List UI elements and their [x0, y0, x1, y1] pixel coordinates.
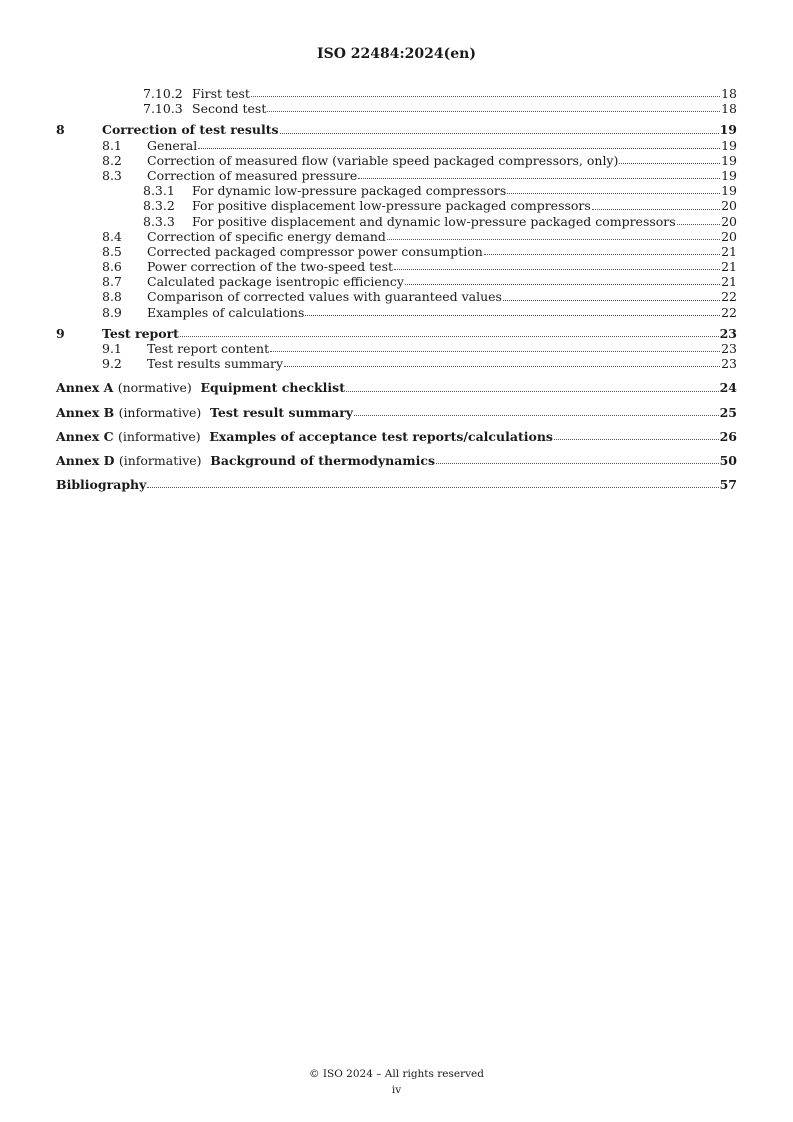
toc-number: 9.2 — [102, 356, 122, 372]
toc-title: Test report — [102, 325, 179, 341]
dot-leader — [677, 223, 720, 225]
toc-title: For positive displacement and dynamic low-pressure packaged compressors — [192, 213, 676, 229]
toc-title: Power correction of the two-speed test — [147, 259, 394, 275]
toc-entry-annex-d[interactable] — [56, 453, 737, 468]
toc-title: Test result summary — [210, 404, 354, 420]
toc-page: 19 — [721, 137, 737, 153]
annex-type: (normative) — [117, 380, 192, 396]
toc-title: General — [147, 137, 198, 153]
toc-number: 8 — [56, 122, 65, 138]
annex-type: (informative) — [118, 404, 202, 420]
toc-page: 20 — [721, 228, 737, 244]
dot-leader — [180, 335, 719, 337]
dot-leader — [198, 147, 720, 149]
table-of-contents — [56, 86, 737, 492]
toc-title: Test report content — [147, 341, 270, 356]
annex-type: (informative) — [118, 452, 202, 468]
toc-entry-8-3[interactable] — [56, 168, 737, 183]
annex-label: Annex A — [56, 380, 114, 396]
toc-entry-8-3-1[interactable] — [56, 183, 737, 198]
toc-title: Second test — [192, 101, 267, 117]
toc-entry-8-3-3[interactable] — [56, 214, 737, 229]
dot-leader — [394, 268, 720, 270]
toc-title: Corrected packaged compressor power consumption — [147, 243, 483, 259]
page-number: iv — [391, 1084, 402, 1096]
toc-page: 19 — [719, 122, 737, 138]
toc-number: 8.4 — [102, 228, 122, 244]
toc-title: Background of thermodynamics — [210, 452, 435, 468]
annex-label: Annex D — [56, 452, 115, 468]
dot-leader — [387, 238, 720, 240]
toc-page: 20 — [721, 213, 737, 229]
toc-page: 24 — [719, 380, 737, 396]
toc-entry-8-2[interactable] — [56, 153, 737, 168]
toc-page: 19 — [721, 167, 737, 183]
toc-page: 23 — [721, 341, 737, 356]
copyright-notice: © ISO 2024 – All rights reserved — [309, 1068, 484, 1080]
toc-number: 8.5 — [102, 243, 122, 259]
dot-leader — [619, 162, 720, 164]
toc-title: Correction of measured flow (variable speed packaged compressors, only) — [147, 152, 619, 168]
annex-label: Annex C — [56, 428, 114, 444]
toc-entry-7-10-3[interactable] — [56, 101, 737, 116]
toc-number: 7.10.3 — [143, 101, 183, 117]
toc-title: For positive displacement low-pressure packaged compressors — [192, 198, 591, 214]
annex-type: (informative) — [117, 428, 201, 444]
toc-page: 19 — [721, 183, 737, 199]
toc-page: 21 — [721, 259, 737, 275]
toc-page: 22 — [721, 304, 737, 320]
toc-number: 8.3.3 — [143, 213, 175, 229]
dot-leader — [592, 208, 720, 210]
toc-entry-annex-a[interactable] — [56, 380, 737, 395]
dot-leader — [267, 110, 720, 112]
toc-entry-9-1[interactable] — [56, 341, 737, 356]
toc-entry-8-9[interactable] — [56, 305, 737, 320]
dot-leader — [270, 350, 720, 352]
toc-entry-8-8[interactable] — [56, 289, 737, 304]
toc-entry-8-5[interactable] — [56, 244, 737, 259]
toc-page: 21 — [721, 243, 737, 259]
toc-title: Correction of test results — [102, 122, 279, 138]
toc-title: Examples of calculations — [147, 304, 305, 320]
toc-entry-9[interactable] — [56, 326, 737, 341]
toc-number: 8.3.1 — [143, 183, 175, 199]
toc-page: 20 — [721, 198, 737, 214]
dot-leader — [436, 462, 719, 464]
dot-leader — [284, 365, 720, 367]
toc-page: 25 — [719, 404, 737, 420]
toc-number: 8.3 — [102, 167, 122, 183]
toc-number: 8.7 — [102, 274, 122, 290]
toc-entry-8-4[interactable] — [56, 229, 737, 244]
toc-number: 8.1 — [102, 137, 122, 153]
toc-number: 8.9 — [102, 304, 122, 320]
dot-leader — [251, 95, 720, 97]
dot-leader — [280, 132, 719, 134]
toc-entry-bibliography[interactable] — [56, 477, 737, 492]
toc-number: 8.6 — [102, 259, 122, 275]
toc-page: 57 — [719, 477, 737, 493]
toc-entry-7-10-2[interactable] — [56, 86, 737, 101]
toc-number: 8.8 — [102, 289, 122, 305]
toc-page: 50 — [719, 452, 737, 468]
dot-leader — [346, 390, 719, 392]
toc-entry-9-2[interactable] — [56, 356, 737, 371]
toc-page: 18 — [721, 86, 737, 101]
toc-entry-8-1[interactable] — [56, 138, 737, 153]
dot-leader — [503, 299, 720, 301]
document-header: ISO 22484:2024(en) — [317, 46, 476, 62]
toc-page: 23 — [719, 325, 737, 341]
toc-page: 21 — [721, 274, 737, 290]
dot-leader — [305, 314, 720, 316]
toc-entry-8-7[interactable] — [56, 274, 737, 289]
dot-leader — [405, 283, 720, 285]
annex-label: Annex B — [56, 404, 115, 420]
dot-leader — [354, 414, 719, 416]
toc-entry-8-6[interactable] — [56, 259, 737, 274]
toc-title: Correction of specific energy demand — [147, 228, 386, 244]
toc-page: 19 — [721, 152, 737, 168]
dot-leader — [507, 192, 720, 194]
toc-title: First test — [192, 86, 250, 101]
toc-page: 23 — [721, 356, 737, 372]
dot-leader — [484, 253, 720, 255]
toc-page: 18 — [721, 101, 737, 117]
toc-page: 26 — [719, 428, 737, 444]
toc-entry-annex-b[interactable] — [56, 405, 737, 420]
dot-leader — [554, 438, 719, 440]
dot-leader — [358, 177, 720, 179]
toc-title: Bibliography — [56, 477, 147, 493]
toc-number: 9 — [56, 325, 65, 341]
toc-title: Calculated package isentropic efficiency — [147, 274, 404, 290]
toc-number: 8.2 — [102, 152, 122, 168]
toc-number: 8.3.2 — [143, 198, 175, 214]
toc-page: 22 — [721, 289, 737, 305]
page-footer — [0, 1066, 793, 1098]
toc-title: Comparison of corrected values with guaranteed values — [147, 289, 502, 305]
toc-number: 7.10.2 — [143, 86, 183, 101]
toc-entry-annex-c[interactable] — [56, 429, 737, 444]
toc-title: Examples of acceptance test reports/calculations — [209, 428, 553, 444]
toc-title: For dynamic low-pressure packaged compressors — [192, 183, 507, 199]
dot-leader — [147, 486, 718, 488]
toc-entry-8[interactable] — [56, 122, 737, 137]
toc-entry-8-3-2[interactable] — [56, 198, 737, 213]
toc-title: Equipment checklist — [200, 380, 345, 396]
toc-number: 9.1 — [102, 341, 122, 356]
toc-title: Test results summary — [147, 356, 284, 372]
toc-title: Correction of measured pressure — [147, 167, 358, 183]
